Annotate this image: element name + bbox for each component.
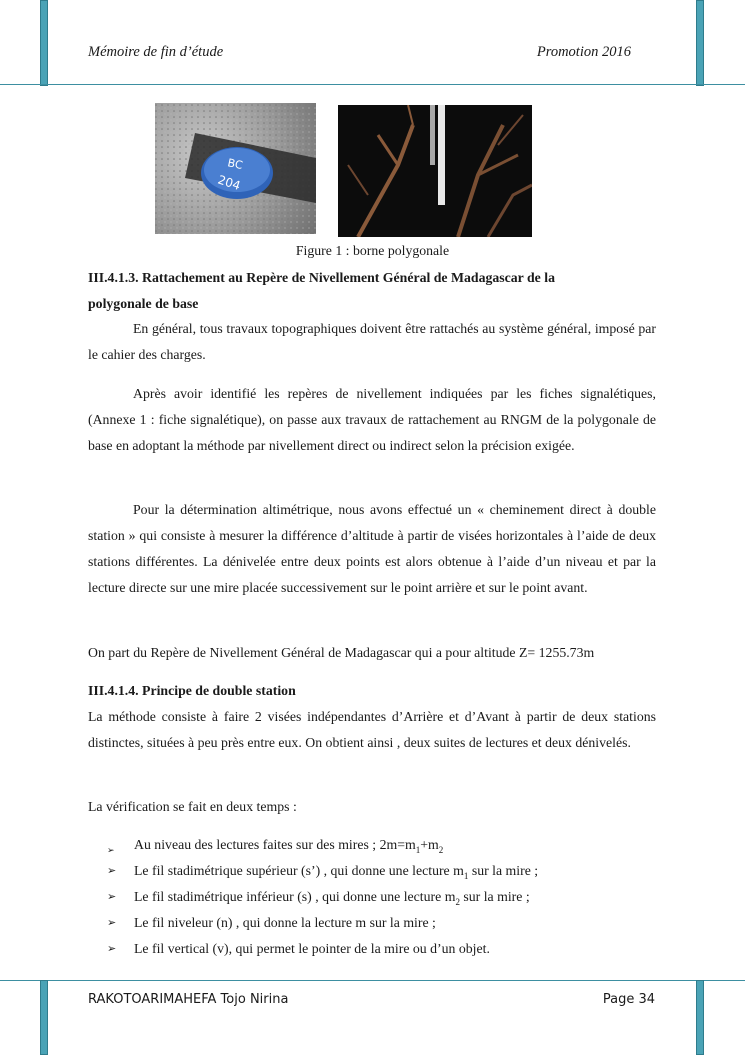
list-item — [107, 936, 667, 962]
section-heading-line1: III.4.1.3. Rattachement au Repère de Nivellement Général de Madagascar de la — [88, 270, 555, 285]
footer-divider — [0, 980, 745, 981]
paragraph-general: En général, tous travaux topographiques doivent être rattachés au système général, imposé par le cahier des charges. — [88, 321, 656, 362]
list-item — [107, 858, 667, 884]
frame-bar-top-left — [40, 0, 48, 86]
paragraph-methode: La méthode consiste à faire 2 visées indépendantes d’Arrière et d’Avant à partir de deux stations distinctes, situées à peu près entre eux. On obtient ainsi , deux suites de lectures et deux dénivelés. — [88, 709, 656, 750]
paragraph-reperes: Après avoir identifié les repères de nivellement indiquées par les fiches signalétiques, (Annexe 1 : fiche signalétique), on passe aux travaux de rattachement au RNGM de la polygonale de base en adoptant la méthode par nivellement direct ou indirect selon la précision exigée. — [88, 386, 656, 453]
list-item — [107, 910, 667, 936]
section-heading-line2: polygonale de base — [88, 296, 199, 311]
header-left: Mémoire de fin d’étude — [88, 44, 224, 60]
mire-photo-drawing — [338, 105, 532, 237]
frame-bar-top-right — [696, 0, 704, 86]
section-heading-rattachement — [88, 265, 656, 317]
svg-text:BC: BC — [226, 156, 244, 173]
bullet-text: Le fil stadimétrique inférieur (s) , qui donne une lecture $m_2$ sur la mire ; — [134, 889, 530, 907]
arrow-bullet-icon: ➢ — [107, 943, 117, 955]
section-heading-double-station: III.4.1.4. Principe de double station — [88, 683, 296, 698]
borne-photo — [155, 103, 316, 234]
arrow-bullet-icon: ➢ — [107, 845, 115, 855]
list-item — [107, 832, 667, 858]
header-divider — [0, 84, 745, 85]
bullet-text: Le fil vertical (v), qui permet le pointer de la mire ou d’un objet. — [134, 941, 490, 956]
bullet-text: Le fil stadimétrique supérieur (s’) , qui donne une lecture $m_1$ sur la mire ; — [134, 863, 539, 881]
arrow-bullet-icon: ➢ — [107, 865, 117, 877]
bullet-text: Au niveau des lectures faites sur des mires ; $2m=m_1+m_2$ — [134, 837, 444, 855]
paragraph-altitude: On part du Repère de Nivellement Général de Madagascar qui a pour altitude Z= 1255.73m — [88, 645, 595, 660]
borne-photo-drawing — [155, 103, 316, 234]
frame-bar-bottom-left — [40, 980, 48, 1055]
paragraph-verification: La vérification se fait en deux temps : — [88, 799, 297, 814]
paragraph-altimetrie: Pour la détermination altimétrique, nous avons effectué un « cheminement direct à double station » qui consiste à mesurer la différence d’altitude à partir de visées horizontales à l’aide de deux stations différentes. La dénivelée entre deux points est alors obtenue à l’aide d’un niveau et par la lecture directe sur une mire placée successivement sur le point arrière et sur le point avant. — [88, 502, 656, 595]
arrow-bullet-icon: ➢ — [107, 917, 117, 929]
arrow-bullet-icon: ➢ — [107, 891, 117, 903]
bullet-text: Le fil niveleur (n) , qui donne la lecture m sur la mire ; — [134, 915, 436, 930]
header-right: Promotion 2016 — [536, 44, 631, 60]
frame-bar-bottom-right — [696, 980, 704, 1055]
figure-caption: Figure 1 : borne polygonale — [295, 243, 450, 258]
mire-photo — [338, 105, 532, 237]
list-item — [107, 884, 667, 910]
svg-text:204: 204 — [216, 172, 243, 193]
bullet-list — [107, 832, 667, 962]
footer-page-number: Page 34 — [602, 992, 655, 1007]
footer-author: RAKOTOARIMAHEFA Tojo Nirina — [88, 992, 289, 1007]
